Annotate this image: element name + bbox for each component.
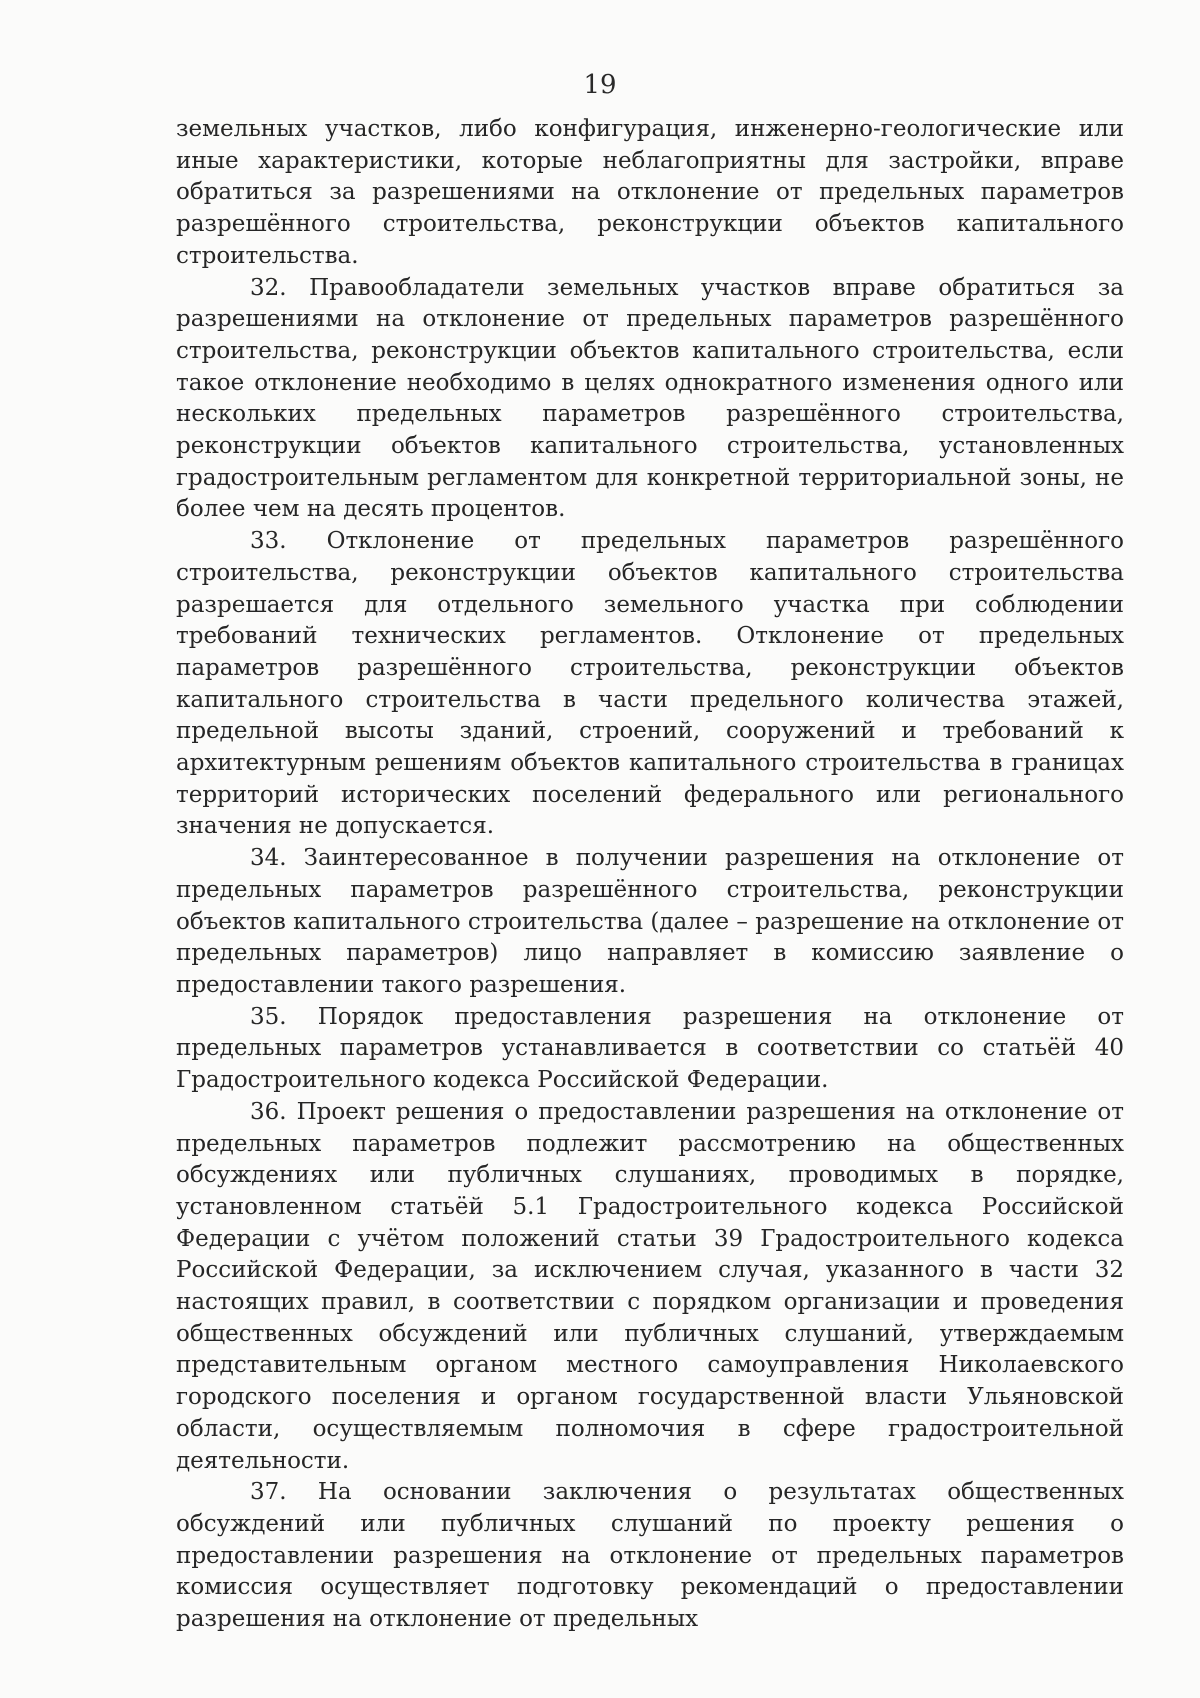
- paragraph-36: 36. Проект решения о предоставлении разрешения на отклонение от предельных параметров подлежит рассмотрению на общественных обсуждениях или публичных слушаниях, проводимых в порядке, установленном статьёй 5.1 Градостроительного кодекса Российской Федерации с учётом положений статьи 39 Градостроительного кодекса Российской Федерации, за исключением случая, указанного в части 32 настоящих правил, в соответствии с порядком организации и проведения общественных обсуждений или публичных слушаний, утверждаемым представительным органом местного самоуправления Николаевского городского поселения и органом государственной власти Ульяновской области, осуществляемым полномочия в сфере градостроительной деятельности.: [176, 1098, 1124, 1474]
- paragraph-continuation: земельных участков, либо конфигурация, инженерно-геологические или иные характеристики, которые неблагоприятны для застройки, вправе обратиться за разрешениями на отклонение от предельных параметров разрешённого строительства, реконструкции объектов капитального строительства.: [176, 116, 1124, 269]
- paragraph-35: 35. Порядок предоставления разрешения на отклонение от предельных параметров устанавливается в соответствии со статьёй 40 Градостроительного кодекса Российской Федерации.: [176, 1003, 1124, 1094]
- page-number: 19: [583, 70, 617, 100]
- paragraph-34: 34. Заинтересованное в получении разрешения на отклонение от предельных параметров разрешённого строительства, реконструкции объектов капитального строительства (далее – разрешение на отклонение от предельных параметров) лицо направляет в комиссию заявление о предоставлении такого разрешения.: [176, 845, 1124, 998]
- paragraph-32: 32. Правообладатели земельных участков вправе обратиться за разрешениями на отклонение от предельных параметров разрешённого строительства, реконструкции объектов капитального строительства, если такое отклонение необходимо в целях однократного изменения одного или нескольких предельных параметров разрешённого строительства, реконструкции объектов капитального строительства, установленных градостроительным регламентом для конкретной территориальной зоны, не более чем на десять процентов.: [176, 274, 1124, 523]
- paragraph-37: 37. На основании заключения о результатах общественных обсуждений или публичных слушаний по проекту решения о предоставлении разрешения на отклонение от предельных параметров комиссия осуществляет подготовку рекомендаций о предоставлении разрешения на отклонение от предельных: [176, 1479, 1124, 1633]
- paragraph-33: 33. Отклонение от предельных параметров разрешённого строительства, реконструкции объектов капитального строительства разрешается для отдельного земельного участка при соблюдении требований технических регламентов. Отклонение от предельных параметров разрешённого строительства, реконструкции объектов капитального строительства в части предельного количества этажей, предельной высоты зданий, строений, сооружений и требований к архитектурным решениям объектов капитального строительства в границах территорий исторических поселений федерального или регионального значения не допускается.: [176, 528, 1124, 840]
- document-body: [176, 114, 1124, 1636]
